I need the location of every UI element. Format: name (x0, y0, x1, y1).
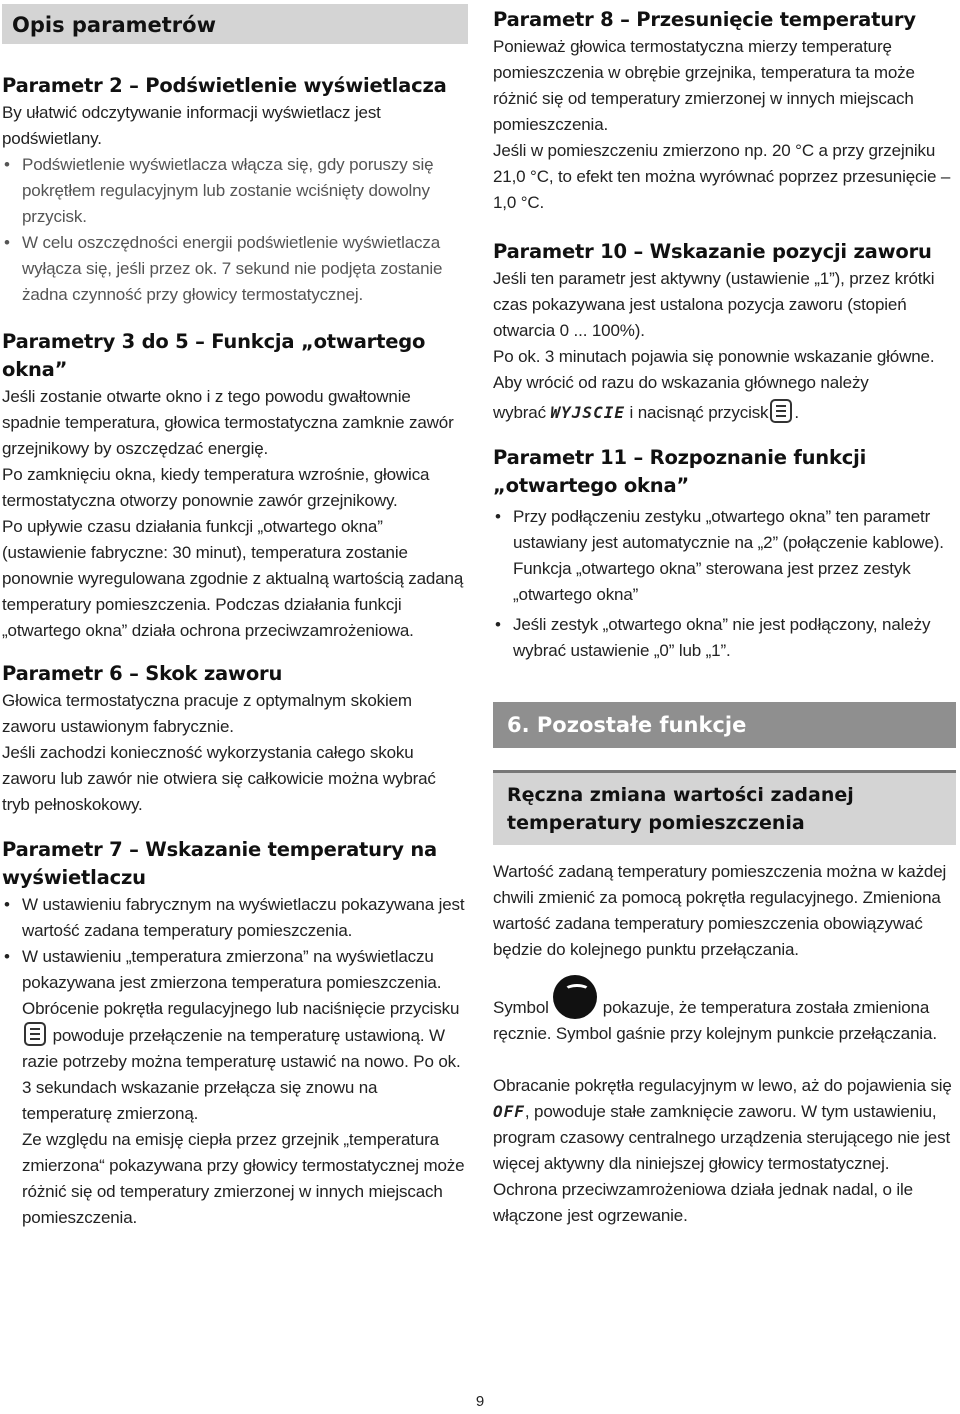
paragraph: Po upływie czasu działania funkcji „otwartego okna” (ustawienie fabryczne: 30 minut), temperatura zostanie ponownie wyregulowana zgodnie z aktualną wartością zadaną temperatury pomieszczenia. Podczas działania funkcji „otwartego okna” działa ochrona przeciwzamrożeniowa. (2, 517, 464, 640)
paragraph: Ponieważ głowica termostatyczna mierzy temperaturę pomieszczenia w obrębie grzejnika, temperatura ta może różnić się od temperatury zmierzonej w innych miejscach pomieszczenia. (493, 37, 915, 134)
text-fragment: , powoduje stałe zamknięcie zaworu. W tym ustawieniu, program czasowy centralnego urządzenia sterującego nie jest więcej aktywny dla niniejszej głowicy termostatycznej. Ochrona przeciwzamrożeniowa działa jednak nadal, o ile włączone jest ogrzewanie. (493, 1102, 951, 1225)
left-column (2, 0, 468, 1231)
text-fragment: Symbol (493, 998, 549, 1017)
list-item: • Przy podłączeniu zestyku „otwartego okna” ten parametr ustawiany jest automatycznie na „2” (połączenie kablowe). Funkcja „otwartego okna” sterowana jest przez zestyk „otwartego okna” (493, 504, 956, 608)
list-item: • W celu oszczędności energii podświetlenie wyświetlacza wyłącza się, jeśli przez ok. 7 sekund nie podjęta zostanie żadna czynność przy głowicy termostatycznej. (2, 230, 468, 308)
paragraph (493, 975, 956, 1047)
text-fragment: wybrać (493, 403, 546, 422)
menu-button-icon (24, 1022, 46, 1046)
list-item: • W ustawieniu fabrycznym na wyświetlaczu pokazywana jest wartość zadana temperatury pomieszczenia. (2, 892, 468, 944)
param11-title: Parametr 11 – Rozpoznanie funkcji „otwartego okna” (493, 446, 867, 497)
menu-button-icon (770, 399, 792, 423)
text-fragment: W ustawieniu „temperatura zmierzona” na wyświetlaczu pokazywana jest zmierzona temperatura pomieszczenia. Obrócenie pokrętła regulacyjnego lub naciśnięcie przycisku (22, 947, 460, 1018)
list-item: • Jeśli zestyk „otwartego okna” nie jest podłączony, należy wybrać ustawienie „0” lub „1”. (493, 612, 956, 664)
paragraph: Po ok. 3 minutach pojawia się ponownie wskazanie główne. (493, 347, 935, 366)
right-column (493, 0, 956, 1229)
param7-list (2, 892, 468, 1231)
paragraph: Jeśli w pomieszczeniu zmierzono np. 20 °C a przy grzejniku 21,0 °C, to efekt ten można wyrównać poprzez przesunięcie –1,0 °C. (493, 141, 951, 212)
text-fragment: i nacisnąć przycisk (629, 403, 769, 422)
manual-override-icon (553, 975, 597, 1019)
paragraph: Jeśli ten parametr jest aktywny (ustawienie „1”), przez krótki czas pokazywana jest ustalona pozycja zaworu (stopień otwarcia 0 ... 100%). (493, 269, 935, 340)
paragraph: Aby wrócić od razu do wskazania głównego należy (493, 373, 869, 392)
text-fragment: powoduje przełączenie na temperaturę ustawioną. W razie potrzeby można temperaturę ustawić na nowo. Po ok. 3 sekundach wskazanie przełącza się znowu na temperaturę zmierzoną. (22, 1026, 461, 1123)
lcd-off-label: OFF (493, 1102, 525, 1121)
param2-list (2, 152, 468, 308)
text-fragment: . (794, 403, 799, 422)
paragraph (493, 396, 956, 430)
section-6-header: 6. Pozostałe funkcje (493, 702, 956, 748)
text-fragment: Obracanie pokrętła regulacyjnym w lewo, aż do pojawienia się (493, 1076, 952, 1095)
lcd-exit-label: WYJSCIE (550, 403, 625, 422)
text-fragment: pokazuje, że temperatura została zmieniona ręcznie. Symbol gaśnie przy kolejnym punkcie przełączania. (493, 998, 937, 1043)
paragraph: Po zamknięciu okna, kiedy temperatura wzrośnie, głowica termostatyczna otworzy ponownie zawór grzejnikowy. (2, 465, 430, 510)
paragraph: Jeśli zachodzi konieczność wykorzystania całego skoku zaworu lub zawór nie otwiera się całkowicie można wybrać tryb pełnoskokowy. (2, 743, 436, 814)
list-item: • Podświetlenie wyświetlacza włącza się, gdy poruszy się pokrętłem regulacyjnym lub zostanie wciśnięty dowolny przycisk. (2, 152, 468, 230)
page-number: 9 (475, 1393, 485, 1410)
param7-title: Parametr 7 – Wskazanie temperatury na wyświetlaczu (2, 838, 437, 889)
param11-list (493, 504, 956, 664)
param2-title: Parametr 2 – Podświetlenie wyświetlacza (2, 74, 447, 97)
param3-title: Parametry 3 do 5 – Funkcja „otwartego okna” (2, 330, 426, 381)
paragraph: Wartość zadaną temperatury pomieszczenia można w każdej chwili zmienić za pomocą pokrętła regulacyjnego. Zmieniona wartość zadana temperatury pomieszczenia obowiązywać będzie do kolejnego punktu przełączania. (493, 862, 947, 959)
paragraph (493, 1073, 956, 1229)
text-fragment: Ze względu na emisję ciepła przez grzejnik „temperatura zmierzona“ pokazywana przy głowicy termostatycznej może różnić się od temperatury zmierzonej w innych miejscach pomieszczenia. (22, 1130, 465, 1227)
param8-title: Parametr 8 – Przesunięcie temperatury (493, 8, 916, 31)
param2-intro: By ułatwić odczytywanie informacji wyświetlacz jest podświetlany. (2, 103, 381, 148)
paragraph: Głowica termostatyczna pracuje z optymalnym skokiem zaworu ustawionym fabrycznie. (2, 691, 412, 736)
manual-change-header: Ręczna zmiana wartości zadanej temperatury pomieszczenia (493, 770, 956, 845)
list-item (2, 944, 468, 1231)
param6-title: Parametr 6 – Skok zaworu (2, 662, 283, 685)
paragraph: Jeśli zostanie otwarte okno i z tego powodu gwałtownie spadnie temperatura, głowica termostatyczna zamknie zawór grzejnikowy by oszczędzać energię. (2, 387, 454, 458)
param10-title: Parametr 10 – Wskazanie pozycji zaworu (493, 240, 932, 263)
section-header-parameters: Opis parametrów (2, 4, 468, 44)
